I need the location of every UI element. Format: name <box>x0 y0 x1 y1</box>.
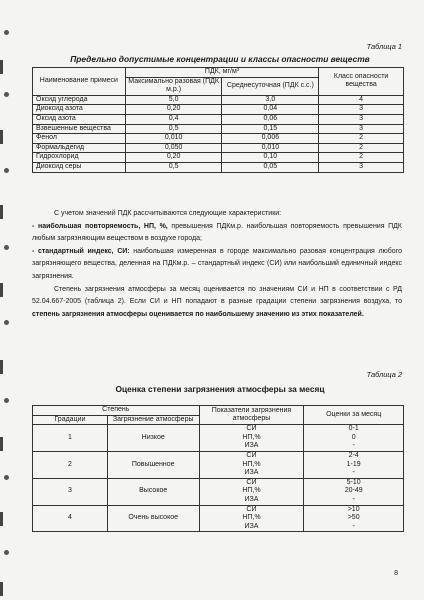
cell-name: Оксид углерода <box>33 95 126 105</box>
cell-max: 0,5 <box>125 124 222 134</box>
header-estimates: Оценки за месяц <box>304 406 404 425</box>
cell-est: - <box>304 523 404 532</box>
cell-name: Взвешенные вещества <box>33 124 126 134</box>
cell-avg: 0,04 <box>222 105 319 115</box>
pdk-table <box>32 67 404 173</box>
cell-name: Фенол <box>33 134 126 144</box>
cell-max: 0,5 <box>125 162 222 172</box>
paragraph-np: - наибольшая повторяемость, НП, %, превышения ПДКм.р. наибольшая повторяемость превышения ПДК любым загрязняющим веществом в воздухе города; <box>32 222 402 243</box>
cell-est: 20-49 <box>304 487 404 496</box>
cell-avg: 0,006 <box>222 134 319 144</box>
cell-avg: 0,05 <box>222 162 319 172</box>
cell-ind: НП,% <box>199 487 304 496</box>
cell-ind: НП,% <box>199 514 304 523</box>
table2-title: Оценка степени загрязнения атмосферы за месяц <box>115 384 325 394</box>
cell-avg: 0,10 <box>222 153 319 163</box>
cell-cls: 3 <box>319 105 404 115</box>
cell-grad: 4 <box>33 505 108 532</box>
text-block <box>32 208 402 321</box>
cell-max: 5,0 <box>125 95 222 105</box>
table-row <box>33 153 404 163</box>
cell-name: Диоксид азота <box>33 105 126 115</box>
header-pollution: Загрязнение атмосферы <box>107 415 199 425</box>
cell-est: 5-10 <box>304 478 404 487</box>
header-hazard-class: Класс опасности вещества <box>319 68 404 96</box>
cell-cls: 3 <box>319 114 404 124</box>
cell-est: - <box>304 442 404 451</box>
document-page <box>24 0 416 600</box>
cell-max: 0,4 <box>125 114 222 124</box>
cell-cls: 2 <box>319 134 404 144</box>
cell-avg: 0,06 <box>222 114 319 124</box>
cell-level: Повышенное <box>107 451 199 478</box>
cell-grad: 3 <box>33 478 108 505</box>
cell-max: 0,050 <box>125 143 222 153</box>
table-row <box>33 105 404 115</box>
cell-max: 0,20 <box>125 105 222 115</box>
cell-ind: СИ <box>199 425 304 434</box>
cell-ind: ИЗА <box>199 442 304 451</box>
cell-ind: НП,% <box>199 434 304 443</box>
cell-est: 0 <box>304 434 404 443</box>
header-name: Наименование примеси <box>33 68 126 96</box>
cell-max: 0,20 <box>125 153 222 163</box>
table2-note: Таблица 2 <box>366 370 402 379</box>
cell-name: Формальдегид <box>33 143 126 153</box>
cell-ind: СИ <box>199 478 304 487</box>
cell-name: Оксид азота <box>33 114 126 124</box>
cell-ind: ИЗА <box>199 496 304 505</box>
cell-grad: 2 <box>33 451 108 478</box>
paragraph-si: - стандартный индекс, СИ: наибольшая измеренная в городе максимально разовая концентрация любого загрязняющего вещества, деленная на ПДКм.р. – стандартный индекс (СИ) или наибольший единичный индекс загрязнения. <box>32 247 402 280</box>
cell-est: 2-4 <box>304 451 404 460</box>
cell-est: - <box>304 469 404 478</box>
cell-name: Гидрохлорид <box>33 153 126 163</box>
cell-cls: 3 <box>319 124 404 134</box>
cell-est: - <box>304 496 404 505</box>
cell-est: >50 <box>304 514 404 523</box>
paragraph-intro: С учетом значений ПДК рассчитываются следующие характеристики: <box>54 210 282 217</box>
cell-ind: ИЗА <box>199 469 304 478</box>
cell-avg: 0,010 <box>222 143 319 153</box>
table-row <box>33 124 404 134</box>
cell-ind: НП,% <box>199 461 304 470</box>
cell-est: >10 <box>304 505 404 514</box>
cell-cls: 3 <box>319 162 404 172</box>
page-number: 8 <box>394 570 398 577</box>
table-row <box>33 134 404 144</box>
header-daily-avg: Среднесуточная (ПДК с.с.) <box>222 77 319 95</box>
header-degree: Степень <box>33 406 200 416</box>
table-row <box>33 425 404 434</box>
cell-level: Высокое <box>107 478 199 505</box>
cell-max: 0,010 <box>125 134 222 144</box>
header-pdk: ПДК, мг/м³ <box>125 68 318 78</box>
cell-avg: 0,15 <box>222 124 319 134</box>
binding-edge <box>0 0 14 600</box>
cell-cls: 2 <box>319 153 404 163</box>
cell-ind: ИЗА <box>199 523 304 532</box>
cell-cls: 4 <box>319 95 404 105</box>
header-indicators: Показатели загрязнения атмосферы <box>199 406 304 425</box>
paragraph-assessment: Степень загрязнения атмосферы за месяц оценивается по значениям СИ и НП в соответствии с РД 52.04.667-2005 (таблица 2). Если СИ и НП попадают в разные градации степени загрязнения воздуха, то степень загрязнения атмосферы оценивается по наибольшему значению из этих показателей. <box>32 285 402 318</box>
cell-grad: 1 <box>33 425 108 452</box>
table-row <box>33 143 404 153</box>
cell-ind: СИ <box>199 451 304 460</box>
cell-cls: 2 <box>319 143 404 153</box>
table-row <box>33 114 404 124</box>
pollution-table <box>32 405 404 532</box>
cell-est: 1-19 <box>304 461 404 470</box>
cell-avg: 3,0 <box>222 95 319 105</box>
cell-level: Низкое <box>107 425 199 452</box>
header-max-single: Максимально разовая (ПДК м.р.) <box>125 77 222 95</box>
table-row <box>33 505 404 514</box>
cell-ind: СИ <box>199 505 304 514</box>
table-row <box>33 478 404 487</box>
table1-title: Предельно допустимые концентрации и классы опасности веществ <box>70 54 370 64</box>
table-row <box>33 162 404 172</box>
cell-est: 0-1 <box>304 425 404 434</box>
cell-level: Очень высокое <box>107 505 199 532</box>
table-row <box>33 95 404 105</box>
header-gradation: Градации <box>33 415 108 425</box>
cell-name: Диоксид серы <box>33 162 126 172</box>
table1-note: Таблица 1 <box>366 42 402 51</box>
table-row <box>33 451 404 460</box>
